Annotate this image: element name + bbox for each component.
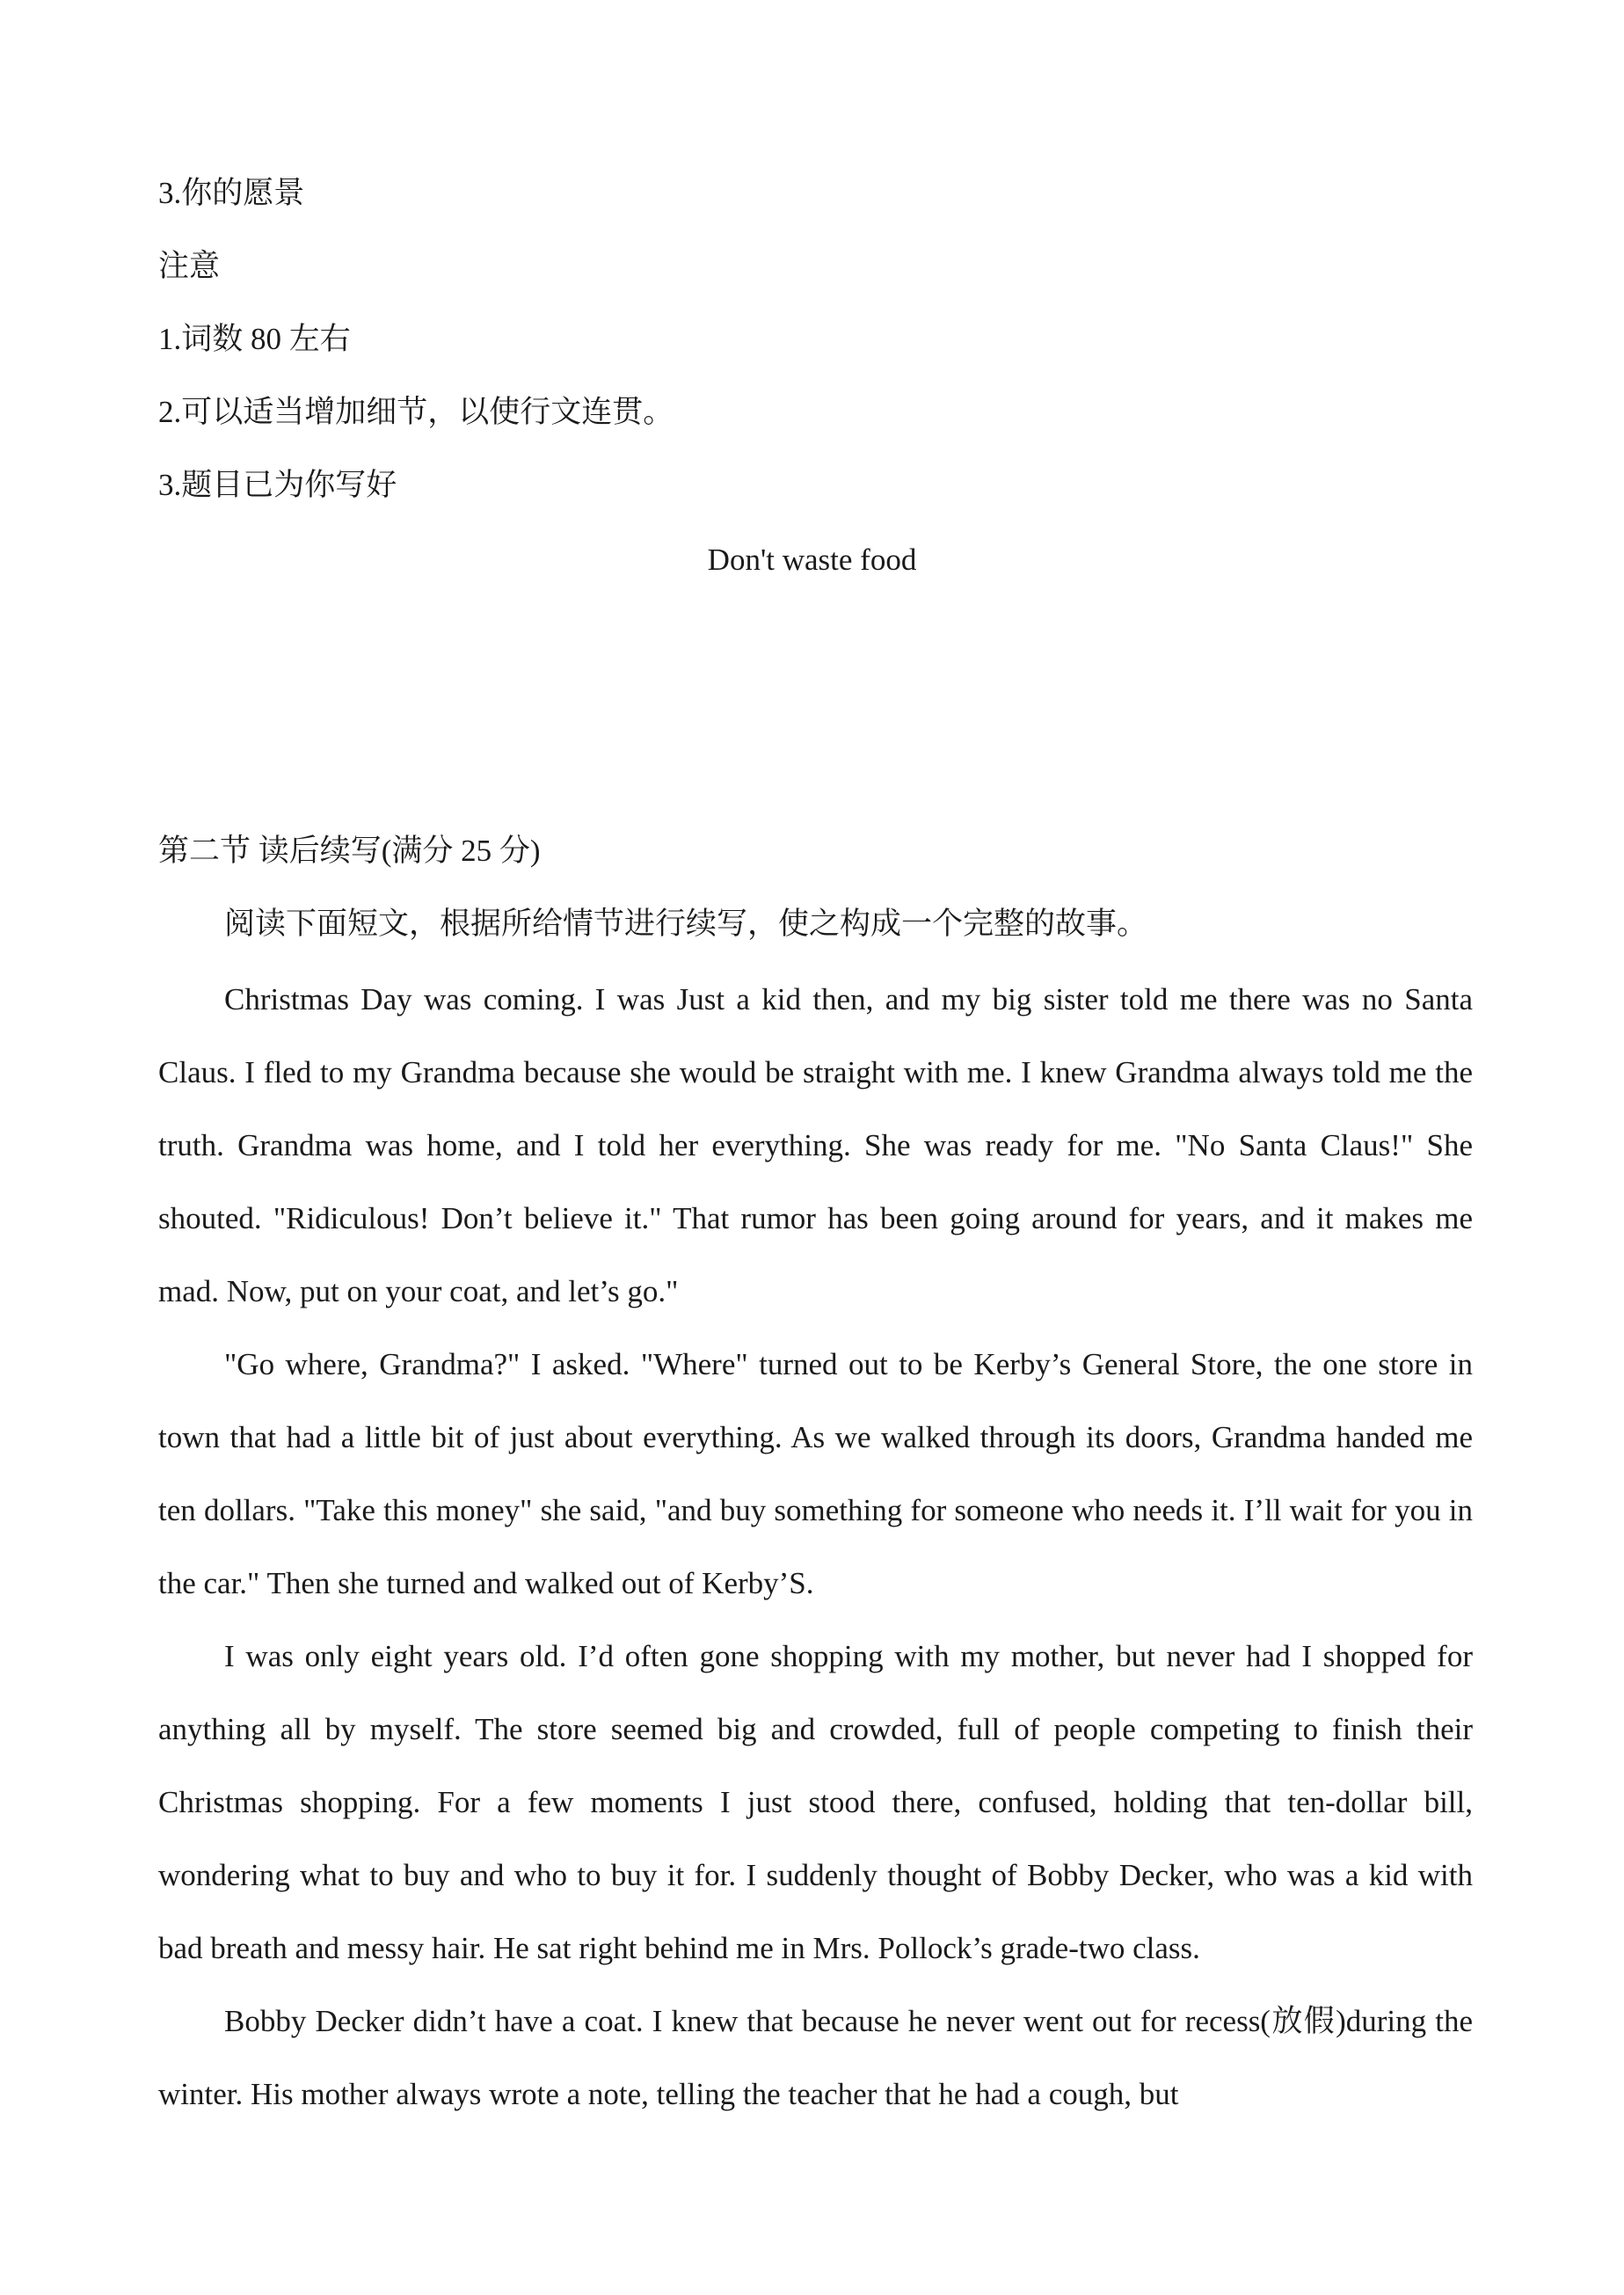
essay-title: Don't waste food: [707, 543, 917, 577]
story-paragraph-3: I was only eight years old. I’d often gone shopping with my mother, but never had I shopped for anything all by myself. The store seemed big and crowded, full of people competing to finish their Christmas shopping. For a few moments I just stood there, confused, holding that ten-dollar bill, wondering what to buy and who to buy it for. I suddenly thought of Bobby Decker, who was a kid with bad breath and messy hair. He sat right behind me in Mrs. Pollock’s grade-two class.: [158, 1639, 1473, 1965]
notes-heading: 注意: [158, 249, 221, 283]
section-heading: 第二节 读后续写(满分 25 分): [158, 834, 541, 868]
section-instruction: 阅读下面短文，根据所给情节进行续写，使之构成一个完整的故事。: [224, 907, 1148, 941]
story-paragraph-1: Christmas Day was coming. I was Just a kid then, and my big sister told me there was no Santa Claus. I fled to my Grandma because she would be straight with me. I knew Grandma always told me the truth. Grandma was home, and I told her everything. She was ready for me. "No Santa Claus!" She shouted. "Ridiculous! Don’t believe it." That rumor has been going around for years, and it makes me mad. Now, put on your coat, and let’s go.": [158, 982, 1473, 1308]
note-title-given: 3.题目已为你写好: [158, 468, 397, 502]
story-paragraph-2: "Go where, Grandma?" I asked. "Where" turned out to be Kerby’s General Store, the one store in town that had a little bit of just about everything. As we walked through its doors, Grandma handed me ten dollars. "Take this money" she said, "and buy something for someone who needs it. I’ll wait for you in the car." Then she turned and walked out of Kerby’S.: [158, 1347, 1473, 1600]
outline-vision: 3.你的愿景: [158, 176, 305, 210]
note-add-details: 2.可以适当增加细节，以使行文连贯。: [158, 395, 674, 429]
note-word-count: 1.词数 80 左右: [158, 322, 351, 356]
story-paragraph-4: Bobby Decker didn’t have a coat. I knew that because he never went out for recess(放假)during the winter. His mother always wrote a note, telling the teacher that he had a cough, but: [158, 2004, 1473, 2111]
